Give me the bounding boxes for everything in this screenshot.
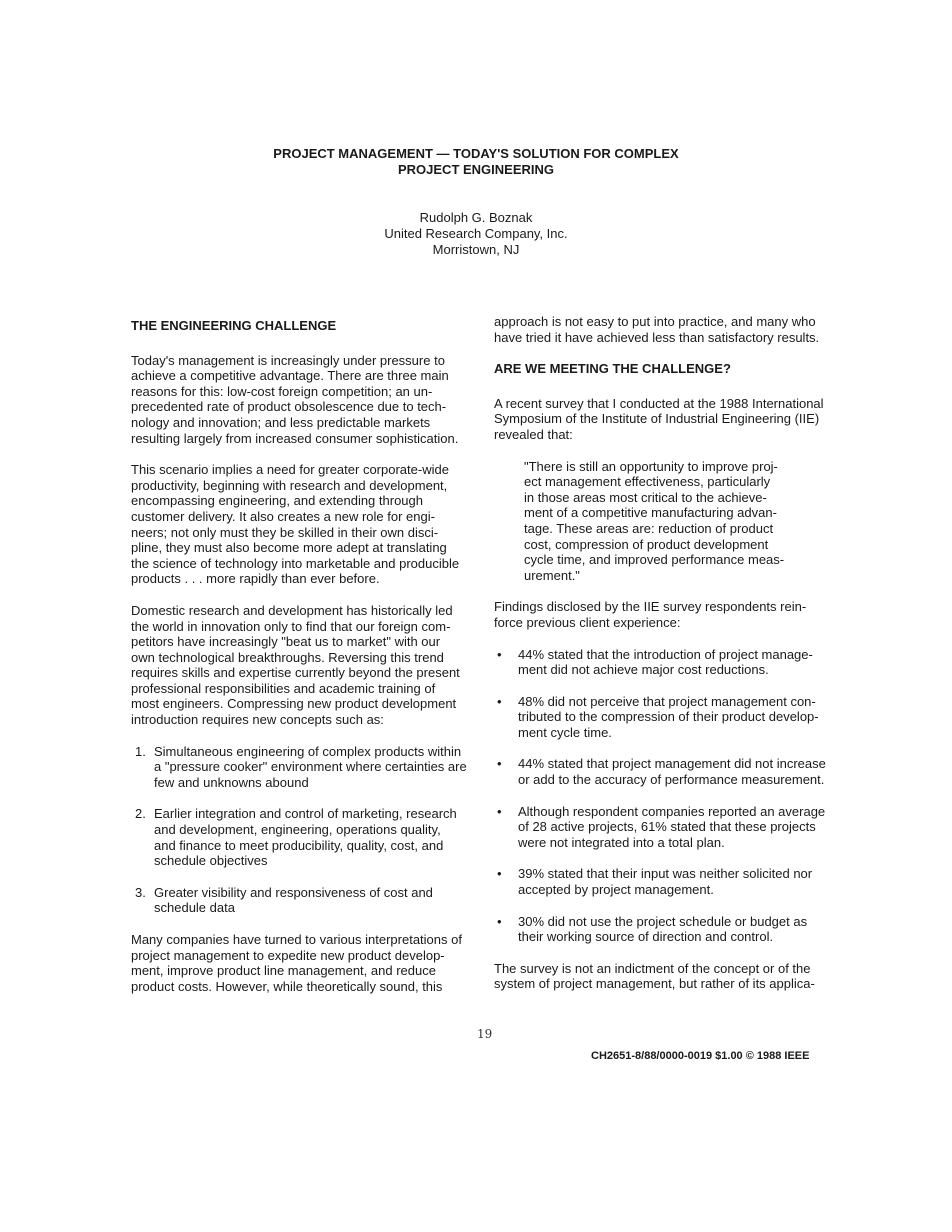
text-line: approach is not easy to put into practice, and many who — [494, 314, 816, 329]
author-name: Rudolph G. Boznak — [419, 210, 533, 225]
text-line: precedented rate of product obsolescence due to tech- — [131, 399, 447, 415]
bullet-icon: • — [497, 693, 502, 709]
text-line: most engineers. Compressing new product development — [131, 696, 457, 712]
list-item — [494, 914, 834, 945]
title-line-2: PROJECT ENGINEERING — [397, 162, 555, 177]
text-line: resulting largely from increased consumer sophistication. — [131, 430, 459, 446]
text-line: a "pressure cooker" environment where certainties are — [154, 759, 467, 775]
text-line: and finance to meet producibility, quality, cost, and — [154, 837, 444, 853]
text-line: productivity, beginning with research and development, — [131, 477, 448, 493]
text-line: urement." — [524, 567, 580, 583]
text-line: pline, they must also become more adept at translating — [131, 540, 447, 556]
text-line: nology and innovation; and less predictable markets — [131, 414, 431, 430]
author-location: Morristown, NJ — [432, 242, 520, 257]
text-line: 30% did not use the project schedule or budget as — [518, 913, 808, 929]
list-item — [494, 756, 834, 787]
text-line: of 28 active projects, 61% stated that these projects — [518, 819, 816, 835]
paragraph — [131, 353, 476, 447]
text-line: product costs. However, while theoretically sound, this — [131, 978, 443, 994]
text-line: force previous client experience: — [494, 614, 681, 630]
text-line: schedule objectives — [154, 853, 268, 869]
text-line: tributed to the compression of their product develop- — [518, 709, 819, 725]
text-line: accepted by project management. — [518, 882, 714, 898]
paragraph — [131, 932, 476, 994]
list-item — [494, 647, 834, 678]
right-column — [494, 314, 834, 1008]
bullet-list — [494, 647, 834, 945]
text-line: their working source of direction and control. — [518, 929, 774, 945]
left-column — [131, 318, 476, 1010]
text-line: cycle time, and improved performance meas- — [524, 552, 785, 568]
bullet-icon: • — [497, 803, 502, 819]
text-line: the world in innovation only to find that our foreign com- — [131, 618, 451, 634]
list-item — [494, 804, 834, 851]
page-number: 19 — [477, 1027, 493, 1041]
text-line: revealed that: — [494, 426, 573, 442]
text-line: Earlier integration and control of marketing, research — [154, 806, 457, 822]
text-line: ment did not achieve major cost reductions. — [518, 662, 769, 678]
numbered-list — [131, 744, 476, 916]
list-item — [494, 866, 834, 897]
text-line: "There is still an opportunity to improve proj- — [524, 458, 778, 474]
text-line: and development, engineering, operations quality, — [154, 822, 441, 838]
list-item — [131, 885, 476, 916]
text-line: own technological breakthroughs. Reversing this trend — [131, 649, 444, 665]
text-line: introduction requires new concepts such as: — [131, 712, 384, 728]
text-line: petitors have increasingly "beat us to market" with our — [131, 634, 441, 650]
text-line: neers; not only must they be skilled in their own disci- — [131, 524, 439, 540]
text-line: Many companies have turned to various interpretations of — [131, 932, 462, 947]
text-line: customer delivery. It also creates a new role for engi- — [131, 508, 435, 524]
text-line: system of project management, but rather of its applica- — [494, 976, 815, 992]
text-line: have tried it have achieved less than satisfactory results. — [494, 329, 820, 345]
text-line: 44% stated that project management did not increase — [518, 756, 826, 772]
text-line: were not integrated into a total plan. — [518, 834, 725, 850]
text-line: A recent survey that I conducted at the 1988 International — [494, 395, 824, 411]
text-line: ment cycle time. — [518, 724, 612, 740]
bullet-icon: • — [497, 866, 502, 882]
list-number: 1. — [135, 743, 146, 759]
text-line: 39% stated that their input was neither solicited nor — [518, 866, 813, 882]
author-affiliation: United Research Company, Inc. — [384, 226, 568, 241]
text-line: tage. These areas are: reduction of product — [524, 520, 774, 536]
text-line: encompassing engineering, and extending through — [131, 493, 423, 509]
author-block — [0, 210, 952, 258]
text-line: The survey is not an indictment of the concept or of the — [494, 960, 811, 976]
text-line: ment, improve product line management, and reduce — [131, 963, 436, 979]
text-line: cost, compression of product development — [524, 536, 769, 552]
text-line: professional responsibilities and academic training of — [131, 680, 436, 696]
text-line: reasons for this: low-cost foreign competition; an un- — [131, 383, 433, 399]
bullet-icon: • — [497, 646, 502, 662]
text-line: Domestic research and development has historically led — [131, 602, 453, 618]
list-item — [494, 694, 834, 741]
text-line: Today's management is increasingly under pressure to — [131, 352, 445, 368]
list-item — [131, 744, 476, 791]
copyright-footer: CH2651-8/88/0000-0019 $1.00 © 1988 IEEE — [591, 1050, 810, 1062]
paragraph — [494, 396, 834, 443]
text-line: This scenario implies a need for greater corporate-wide — [131, 462, 449, 478]
text-line: or add to the accuracy of performance measurement. — [518, 772, 825, 788]
text-line: requires skills and expertise currently beyond the present — [131, 665, 460, 681]
text-line: the science of technology into marketable and producible — [131, 555, 460, 571]
paragraph — [494, 599, 834, 630]
text-line: ect management effectiveness, particularly — [524, 474, 771, 490]
list-number: 2. — [135, 806, 146, 822]
paragraph — [131, 462, 476, 587]
paper-title — [0, 146, 952, 178]
text-line: Greater visibility and responsiveness of cost and — [154, 884, 433, 900]
bullet-icon: • — [497, 913, 502, 929]
text-line: Simultaneous engineering of complex products within — [154, 743, 462, 759]
bullet-icon: • — [497, 756, 502, 772]
list-number: 3. — [135, 884, 146, 900]
text-line: Although respondent companies reported an average — [518, 803, 826, 819]
paragraph — [131, 603, 476, 728]
text-line: products . . . more rapidly than ever before. — [131, 571, 380, 587]
list-item — [131, 806, 476, 868]
text-line: project management to expedite new product develop- — [131, 947, 445, 963]
paragraph — [494, 961, 834, 992]
title-line-1: PROJECT MANAGEMENT — TODAY'S SOLUTION FOR COMPLEX — [273, 146, 679, 161]
text-line: ment of a competitive manufacturing advan- — [524, 505, 777, 521]
text-line: Symposium of the Institute of Industrial Engineering (IIE) — [494, 411, 820, 427]
text-line: 44% stated that the introduction of project manage- — [518, 646, 813, 662]
text-line: 48% did not perceive that project management con- — [518, 693, 816, 709]
paragraph — [494, 314, 834, 345]
section-heading: THE ENGINEERING CHALLENGE — [131, 318, 337, 333]
text-line: few and unknowns abound — [154, 774, 309, 790]
text-line: in those areas most critical to the achieve- — [524, 489, 767, 505]
section-heading: ARE WE MEETING THE CHALLENGE? — [494, 361, 731, 377]
text-line: Findings disclosed by the IIE survey respondents rein- — [494, 599, 807, 615]
text-line: achieve a competitive advantage. There are three main — [131, 368, 449, 384]
text-line: schedule data — [154, 900, 235, 916]
block-quote — [524, 459, 834, 584]
